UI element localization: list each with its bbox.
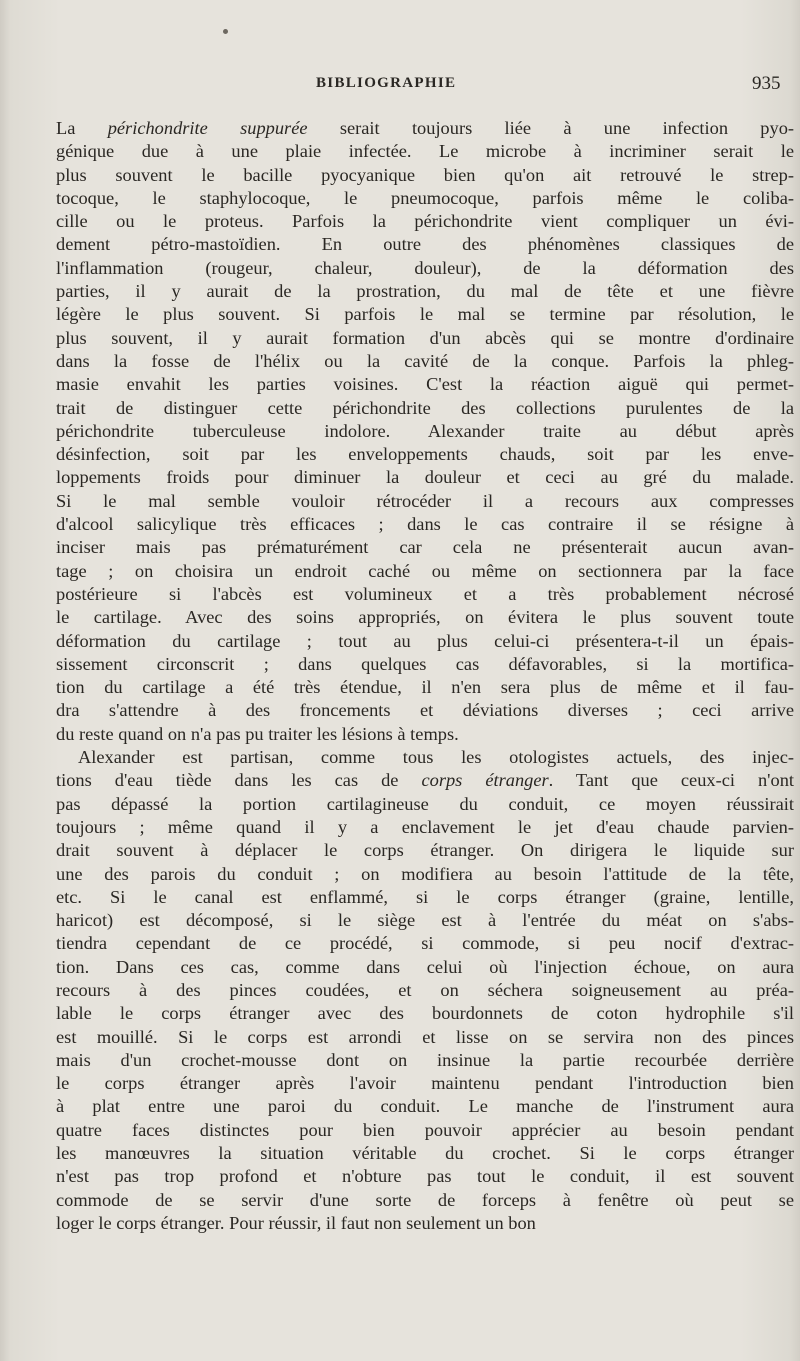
text-line: tion. Dans ces cas, comme dans celui où l'injection échoue, on aura — [56, 956, 794, 977]
text-line: trait de distinguer cette périchondrite des collections purulentes de la — [56, 397, 794, 418]
text-line: haricot) est décomposé, si le siège est à l'entrée du méat on s'abs- — [56, 910, 794, 931]
text-line: toujours ; même quand il y a enclavement le jet d'eau chaude parvien- — [56, 816, 794, 837]
text-line: drait souvent à déplacer le corps étranger. On dirigera le liquide sur — [56, 840, 794, 861]
text-line: etc. Si le canal est enflammé, si le corps étranger (graine, lentille, — [56, 886, 794, 907]
running-title: BIBLIOGRAPHIE — [316, 75, 457, 91]
text-line: tocoque, le staphylocoque, le pneumocoque, parfois même le coliba- — [56, 187, 794, 208]
text-line: plus souvent le bacille pyocyanique bien qu'on ait retrouvé le strep- — [56, 164, 794, 185]
page-number: 935 — [752, 73, 781, 94]
text-line: le corps étranger après l'avoir maintenu pendant l'introduction bien — [56, 1073, 794, 1094]
text-line: le cartilage. Avec des soins appropriés, on évitera le plus souvent toute — [56, 607, 794, 628]
text-line: loger le corps étranger. Pour réussir, il faut non seulement un bon — [56, 1212, 536, 1233]
text-line: plus souvent, il y aurait formation d'un abcès qui se montre d'ordinaire — [56, 327, 794, 348]
text-line: périchondrite tuberculeuse indolore. Alexander traite au début après — [56, 420, 794, 441]
text-line: loppements froids pour diminuer la douleur et ceci au gré du malade. — [56, 467, 794, 488]
text-line: désinfection, soit par les enveloppements chauds, soit par les enve- — [56, 444, 794, 465]
text-line: les manœuvres la situation véritable du crochet. Si le corps étranger — [56, 1143, 794, 1164]
text-line: Alexander est partisan, comme tous les otologistes actuels, des injec- — [78, 747, 794, 768]
text-line: l'inflammation (rougeur, chaleur, douleur), de la déformation des — [56, 257, 794, 278]
text-line: tions d'eau tiède dans les cas de corps étranger. Tant que ceux-ci n'ont — [56, 770, 794, 791]
text-line: dans la fosse de l'hélix ou la cavité de la conque. Parfois la phleg- — [56, 350, 794, 371]
text-line: d'alcool salicylique très efficaces ; dans le cas contraire il se résigne à — [56, 514, 794, 535]
text-line: quatre faces distinctes pour bien pouvoir apprécier au besoin pendant — [56, 1119, 794, 1140]
text-line: masie envahit les parties voisines. C'est la réaction aiguë qui permet- — [56, 374, 794, 395]
text-line: du reste quand on n'a pas pu traiter les lésions à temps. — [56, 723, 459, 744]
text-line: commode de se servir d'une sorte de forceps à fenêtre où peut se — [56, 1189, 794, 1210]
text-line: pas dépassé la portion cartilagineuse du conduit, ce moyen réussirait — [56, 793, 794, 814]
text-line: génique due à une plaie infectée. Le microbe à incriminer serait le — [56, 141, 794, 162]
text-line: recours à des pinces coudées, et on séchera soigneusement au préa- — [56, 979, 794, 1000]
text-line: déformation du cartilage ; tout au plus celui-ci présentera-t-il un épais- — [56, 630, 794, 651]
text-line: mais d'un crochet-mousse dont on insinue la partie recourbée derrière — [56, 1049, 794, 1070]
text-line: parties, il y aurait de la prostration, du mal de tête et une fièvre — [56, 281, 794, 302]
text-line: dement pétro-mastoïdien. En outre des phénomènes classiques de — [56, 234, 794, 255]
text-line: tiendra cependant de ce procédé, si commode, si peu nocif d'extrac- — [56, 933, 794, 954]
text-line: sissement circonscrit ; dans quelques cas défavorables, si la mortifica- — [56, 653, 794, 674]
text-line: une des parois du conduit ; on modifiera au besoin l'attitude de la tête, — [56, 863, 794, 884]
text-line: postérieure si l'abcès est volumineux et a très probablement nécrosé — [56, 583, 794, 604]
text-line: La périchondrite suppurée serait toujours liée à une infection pyo- — [56, 118, 795, 138]
text-line: dra s'attendre à des froncements et déviations diverses ; ceci arrive — [56, 700, 794, 721]
text-line: est mouillé. Si le corps est arrondi et lisse on se servira non des pinces — [56, 1026, 794, 1047]
text-line: tion du cartilage a été très étendue, il n'en sera plus de même et il fau- — [56, 677, 794, 698]
body-text — [56, 117, 794, 1235]
text-line: n'est pas trop profond et n'obture pas tout le conduit, il est souvent — [56, 1166, 794, 1187]
ink-speck — [223, 29, 228, 34]
text-line: lable le corps étranger avec des bourdonnets de coton hydrophile s'il — [56, 1003, 794, 1024]
text-line: inciser mais pas prématurément car cela ne présenterait aucun avan- — [56, 537, 794, 558]
text-line: légère le plus souvent. Si parfois le mal se termine par résolution, le — [56, 304, 794, 325]
page-header — [0, 73, 800, 99]
text-line: cille ou le proteus. Parfois la périchondrite vient compliquer un évi- — [56, 211, 794, 232]
text-line: tage ; on choisira un endroit caché ou même on sectionnera par la face — [56, 560, 794, 581]
text-line: à plat entre une paroi du conduit. Le manche de l'instrument aura — [56, 1096, 794, 1117]
text-line: Si le mal semble vouloir rétrocéder il a recours aux compresses — [56, 490, 794, 511]
